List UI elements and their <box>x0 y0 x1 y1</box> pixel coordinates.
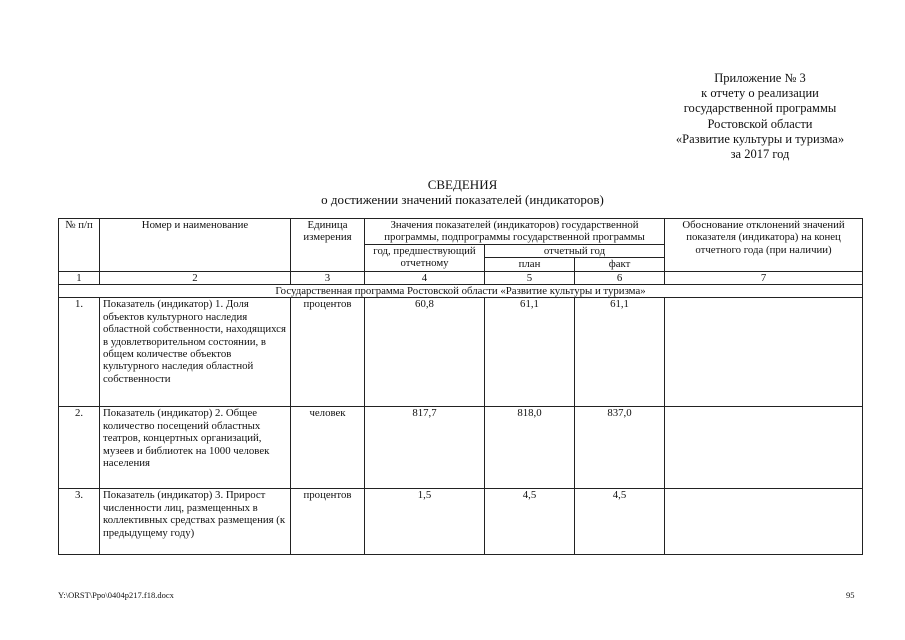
header-plan: план <box>485 258 575 271</box>
row-num: 2. <box>59 407 100 489</box>
row-plan: 818,0 <box>485 407 575 489</box>
row-unit: процентов <box>291 489 365 555</box>
appendix-line: Приложение № 3 <box>714 71 806 85</box>
document-title: СВЕДЕНИЯ <box>427 177 498 192</box>
row-plan: 61,1 <box>485 298 575 407</box>
header-report-year: отчетный год <box>485 244 665 257</box>
appendix-line: «Развитие культуры и туризма» <box>675 131 845 146</box>
row-prev: 817,7 <box>365 407 485 489</box>
header-row <box>59 219 863 245</box>
appendix-line: за 2017 год <box>730 147 790 162</box>
row-name: Показатель (индикатор) 3. Прирост численности лиц, размещенных в коллективных средствах размещения (к предыдущему году) <box>100 489 291 555</box>
header-values: Значения показателей (индикаторов) государственной программы, подпрограммы государственной программы <box>365 219 665 245</box>
column-number: 5 <box>485 271 575 284</box>
column-number: 1 <box>59 271 100 284</box>
header-fact: факт <box>575 258 665 271</box>
row-name: Показатель (индикатор) 2. Общее количество посещений областных театров, концертных организаций, музеев и библиотек на 1000 человек населения <box>100 407 291 489</box>
row-fact: 4,5 <box>575 489 665 555</box>
row-prev: 1,5 <box>365 489 485 555</box>
row-prev: 60,8 <box>365 298 485 407</box>
header-prev-year: год, предшествующий отчетному <box>365 244 485 271</box>
row-name: Показатель (индикатор) 1. Доля объектов культурного наследия областной собственности, находящихся в удовлетворительном состоянии, в общем количестве объектов культурного наследия областной собственности <box>100 298 291 407</box>
appendix-line: Ростовской области <box>707 116 813 131</box>
row-num: 1. <box>59 298 100 407</box>
row-reason <box>665 298 863 407</box>
header-name: Номер и наименование <box>100 219 291 272</box>
table-row <box>59 407 863 489</box>
appendix-header <box>610 71 905 162</box>
section-row <box>59 285 863 298</box>
row-reason <box>665 489 863 555</box>
header-num: № п/п <box>59 219 100 272</box>
column-number: 2 <box>100 271 291 284</box>
column-number: 3 <box>291 271 365 284</box>
indicators-table <box>58 218 863 555</box>
page-number: 95 <box>846 590 855 600</box>
row-unit: человек <box>291 407 365 489</box>
column-number: 4 <box>365 271 485 284</box>
header-unit: Единица измерения <box>291 219 365 272</box>
row-num: 3. <box>59 489 100 555</box>
row-plan: 4,5 <box>485 489 575 555</box>
row-unit: процентов <box>291 298 365 407</box>
footer-file-path: Y:\ORST\Ppo\0404p217.f18.docx <box>58 590 174 600</box>
appendix-line: к отчету о реализации <box>701 86 819 101</box>
table-row <box>59 489 863 555</box>
table-row <box>59 298 863 407</box>
column-number: 6 <box>575 271 665 284</box>
row-reason <box>665 407 863 489</box>
appendix-line: государственной программы <box>683 101 837 116</box>
column-numbers-row <box>59 271 863 284</box>
row-fact: 837,0 <box>575 407 665 489</box>
section-title: Государственная программа Ростовской области «Развитие культуры и туризма» <box>59 285 863 298</box>
document-subtitle: о достижении значений показателей (индикаторов) <box>321 192 604 207</box>
header-reason: Обоснование отклонений значений показателя (индикатора) на конец отчетного года (при наличии) <box>665 219 863 272</box>
column-number: 7 <box>665 271 863 284</box>
row-fact: 61,1 <box>575 298 665 407</box>
